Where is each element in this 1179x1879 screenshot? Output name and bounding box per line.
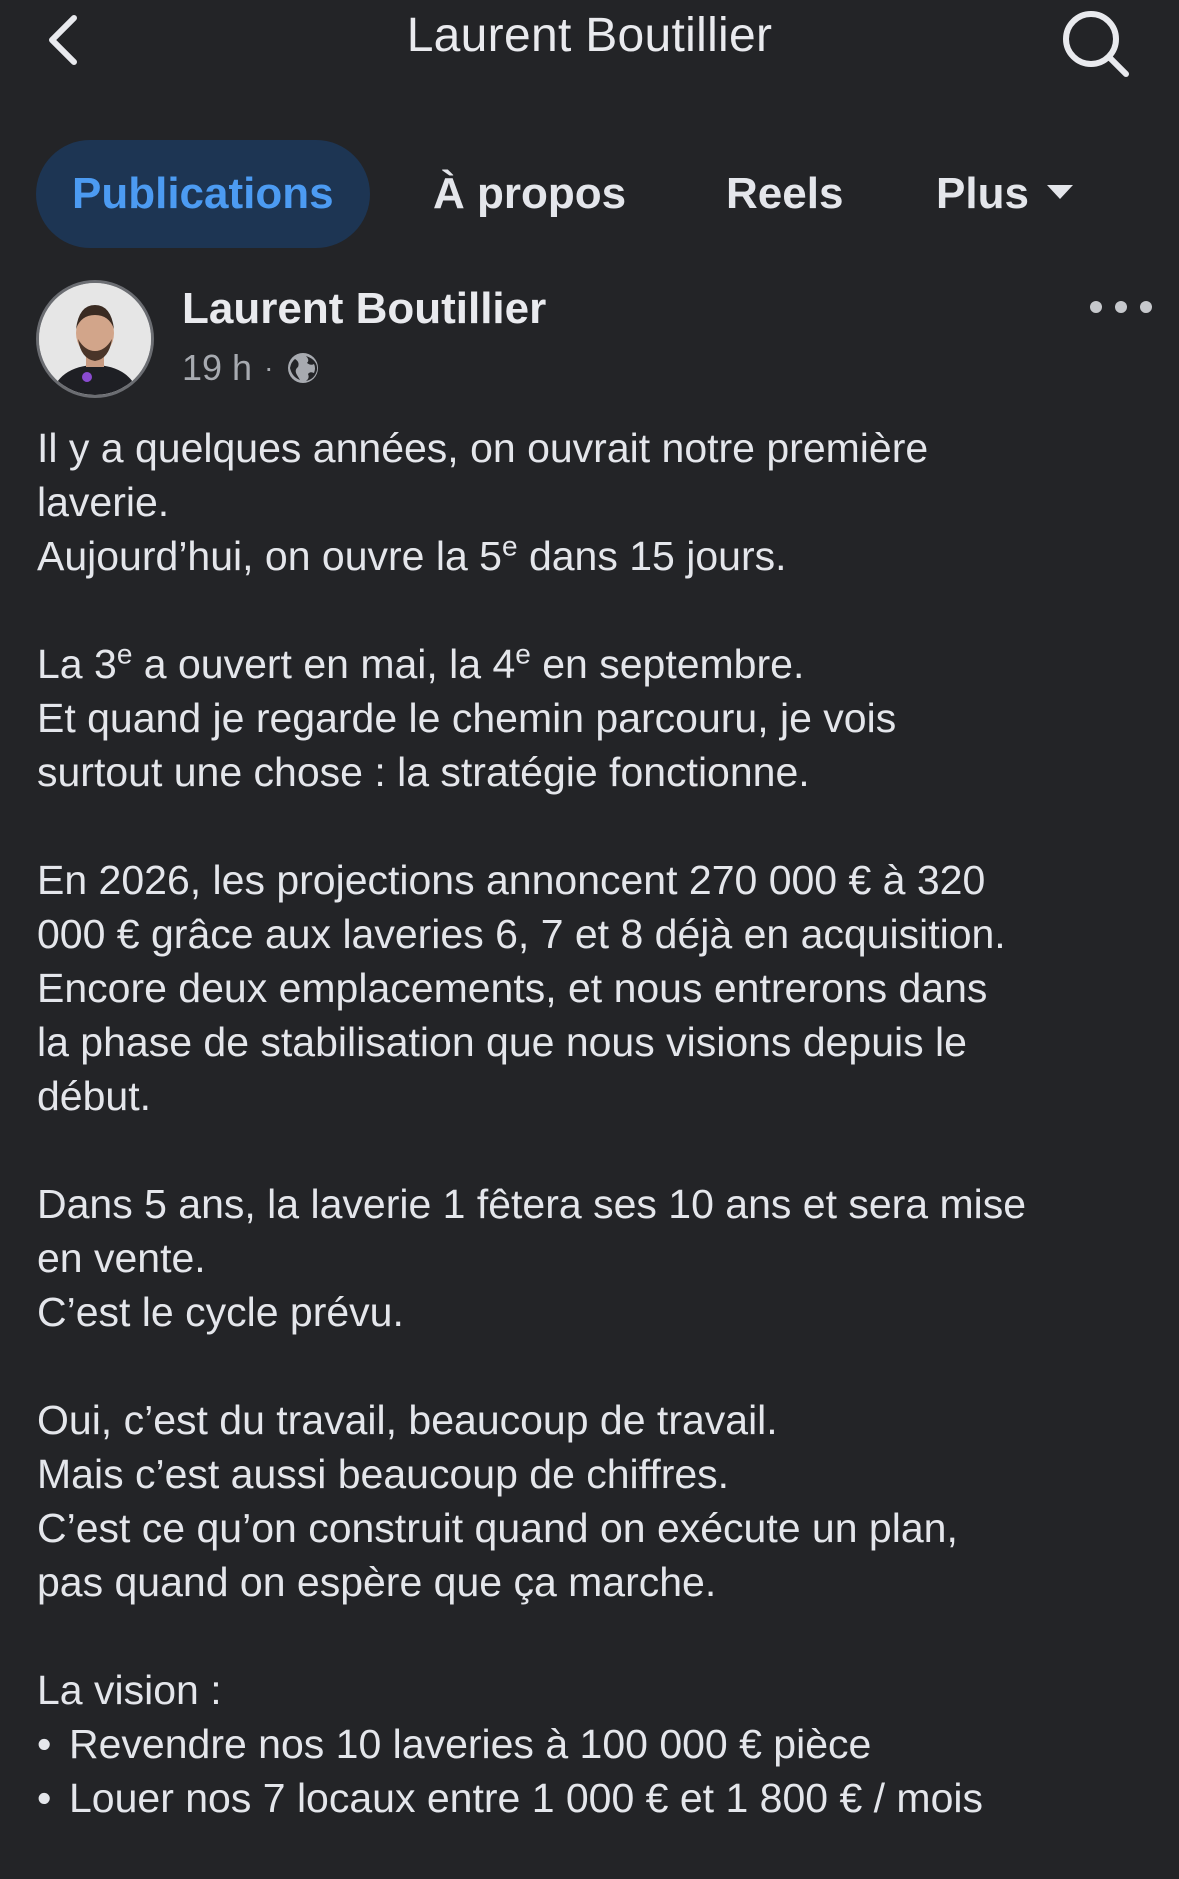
post-line: Aujourd’hui, on ouvre la 5e dans 15 jours. [37, 530, 787, 579]
post-line: surtout une chose : la stratégie fonctionne. [37, 749, 810, 795]
avatar-image [39, 283, 151, 395]
post-line: Dans 5 ans, la laverie 1 fêtera ses 10 ans et sera mise [37, 1181, 1027, 1227]
post-line: C’est ce qu’on construit quand on exécute un plan, [37, 1505, 958, 1551]
list-item: • Louer nos 7 locaux entre 1 000 € et 1 800 € / mois [37, 1771, 1157, 1825]
bullet-icon: • [37, 1721, 52, 1767]
post-paragraph [37, 1393, 1157, 1609]
post-line: En 2026, les projections annoncent 270 000 € à 320 [37, 857, 986, 903]
meta-separator: · [264, 352, 274, 383]
post-line: en vente. [37, 1235, 206, 1281]
post-body [37, 421, 1157, 1879]
post-line: Et quand je regarde le chemin parcouru, je vois [37, 695, 897, 741]
vision-title: La vision : [37, 1667, 222, 1713]
post-line: pas quand on espère que ça marche. [37, 1559, 717, 1605]
post-header [36, 280, 1146, 400]
post-line: C’est le cycle prévu. [37, 1289, 404, 1335]
search-button[interactable] [1058, 6, 1132, 80]
more-horizontal-icon [1086, 292, 1156, 322]
post-line: Mais c’est aussi beaucoup de chiffres. [37, 1451, 730, 1497]
top-bar [0, 0, 1179, 90]
search-icon [1058, 6, 1132, 80]
caret-down-icon [1047, 185, 1073, 199]
post-line: début. [37, 1073, 151, 1119]
post-line: La 3e a ouvert en mai, la 4e en septembre. [37, 638, 805, 687]
post-line: Encore deux emplacements, et nous entrerons dans [37, 965, 988, 1011]
post-vision [37, 1663, 1157, 1825]
tab-label: À propos [433, 169, 627, 218]
page-title: Laurent Boutillier [406, 9, 773, 62]
post-line: Il y a quelques années, on ouvrait notre première [37, 425, 929, 471]
list-item: • Revendre nos 10 laveries à 100 000 € pièce [37, 1717, 1157, 1771]
post-paragraph [37, 1177, 1157, 1339]
post-line: laverie. [37, 479, 170, 525]
bullet-icon: • [37, 1775, 52, 1821]
tab-plus[interactable] [936, 140, 1073, 248]
post-time[interactable]: 19 h [182, 347, 253, 388]
tab-label: Plus [936, 169, 1029, 218]
globe-icon [285, 350, 321, 386]
post-paragraph [37, 637, 1157, 799]
avatar[interactable] [36, 280, 154, 398]
tab-publications[interactable] [36, 140, 370, 248]
post-options-button[interactable] [1086, 292, 1156, 322]
tab-reels[interactable] [726, 140, 843, 248]
post-author[interactable]: Laurent Boutillier [182, 284, 547, 333]
post-paragraph [37, 853, 1157, 1123]
post-line: la phase de stabilisation que nous visions depuis le [37, 1019, 967, 1065]
post-line: Oui, c’est du travail, beaucoup de travail. [37, 1397, 778, 1443]
profile-tabs [36, 140, 1146, 248]
post-line: 000 € grâce aux laveries 6, 7 et 8 déjà en acquisition. [37, 911, 1006, 957]
tab-label: Publications [72, 169, 334, 218]
tab-label: Reels [726, 169, 844, 218]
post-meta [182, 346, 321, 390]
post-paragraph [37, 421, 1157, 583]
tab-a-propos[interactable] [433, 140, 626, 248]
